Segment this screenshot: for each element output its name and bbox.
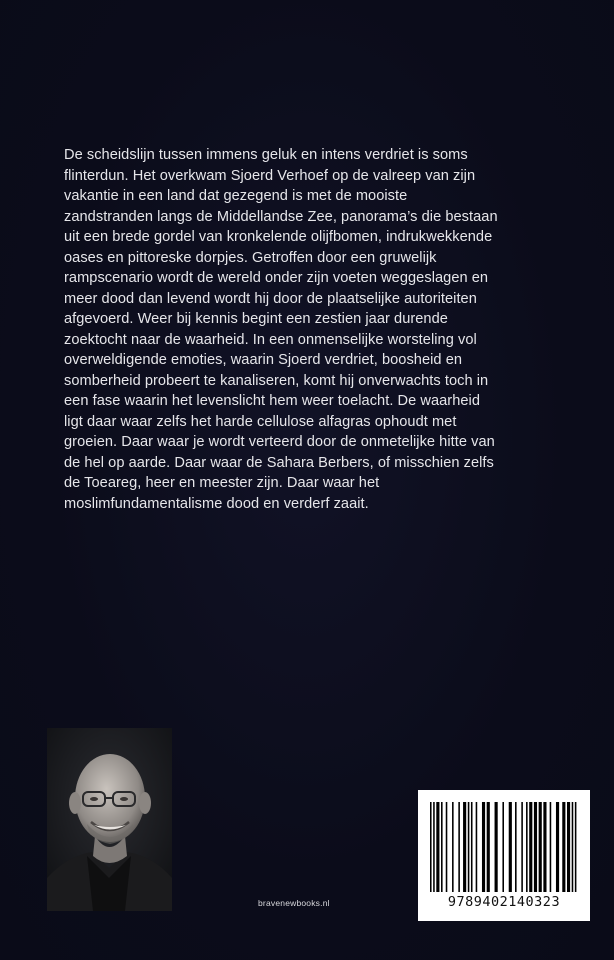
blurb-text: De scheidslijn tussen immens geluk en intens verdriet is soms flinterdun. Het overkwam Sjoerd Verhoef op de valreep van zijn vakantie in een land dat gezegend is met de mooiste zandstranden langs de Middellandse Zee, panorama’s die bestaan uit een brede gordel van kronkelende olijfbomen, indrukwekkende oases en pittoreske dorpjes. Getroffen door een gruwelijk rampscenario wordt de wereld onder zijn voeten weggeslagen en meer dood dan levend wordt hij door de plaatselijke autoriteiten afgevoerd. Weer bij kennis begint een zestien jaar durende zoektocht naar de waarheid. In een onmenselijke worsteling vol overweldigende emoties, waarin Sjoerd verdriet, boosheid en somberheid probeert te kanaliseren, komt hij onverwachts toch in een fase waarin het levenslicht hem weer toelacht. De waarheid ligt daar waar zelfs het harde cellulose alfagras ophoudt met groeien. Daar waar je wordt verteerd door de onmetelijke hitte van de hel op aarde. Daar waar de Sahara Berbers, of misschien zelfs de Toeareg, heer en meester zijn. Daar waar het moslimfundamentalisme dood en verderf zaait. <box>64 147 498 512</box>
isbn-number: 9789402140323 <box>447 894 561 910</box>
author-photo <box>47 728 172 911</box>
isbn-barcode <box>418 790 590 921</box>
barcode-icon <box>428 802 580 892</box>
publisher-url: bravenewbooks.nl <box>258 898 330 908</box>
author-portrait-icon <box>47 728 172 911</box>
